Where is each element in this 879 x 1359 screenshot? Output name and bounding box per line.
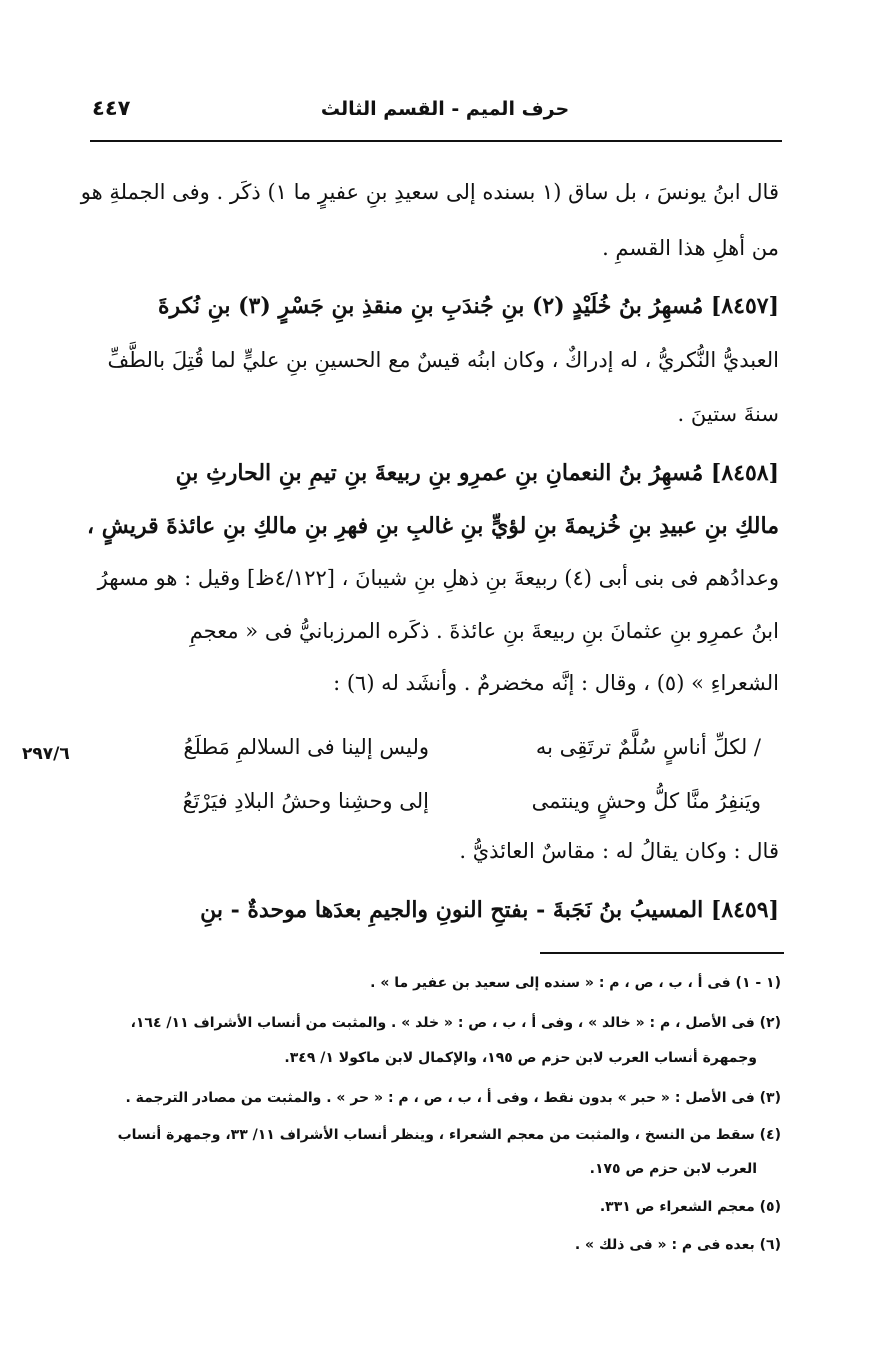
- running-header-title: حرف الميم - القسم الثالث: [320, 98, 570, 120]
- entry-heading-8457: [٨٤٥٧] مُسهِرُ بنُ خُلَيْدٍ (٢) بنِ جُندَبِ بنِ منقذِ بنِ جَسْرٍ (٣) بنِ نُكرةَ: [158, 293, 779, 319]
- body-line: ابنُ عمرِو بنِ عثمانَ بنِ ربيعةَ بنِ عائذةَ . ذكَره المرزبانيُّ فى « معجمِ: [189, 619, 779, 643]
- header-rule: [90, 140, 782, 142]
- footnote: (١ - ١) فى أ ، ب ، ص ، م : « سنده إلى سعيد بن عفير ما » .: [370, 975, 781, 991]
- verse-2-second-hemistich: إلى وحشِنا وحشُ البلادِ فيَرْتَعُ: [182, 789, 429, 813]
- footnote-continuation: وجمهرة أنساب العرب لابن حزم ص ١٩٥، والإكمال لابن ماكولا ١/ ٣٤٩.: [284, 1050, 757, 1066]
- body-line: الشعراءِ » (٥) ، وقال : إنَّه مخضرمٌ . وأنشَد له (٦) :: [333, 671, 779, 695]
- footnote: (٢) فى الأصل ، م : « خالد » ، وفى أ ، ب ، ص : « خلد » . والمثبت من أنساب الأشراف ١١/ ١٦٤،: [130, 1015, 781, 1031]
- footnote-continuation: العرب لابن حزم ص ١٧٥.: [589, 1161, 757, 1177]
- footnote: (٥) معجم الشعراء ص ٣٣١.: [599, 1199, 781, 1215]
- body-line: وعدادُهم فى بنى أبى (٤) ربيعةَ بنِ ذهلِ بنِ شيبانَ ، [٤/١٢٢ظ] وقيل : هو مسهرُ: [97, 566, 779, 590]
- footnote-separator: [540, 952, 784, 954]
- body-line-bold: مالكِ بنِ عبيدِ بنِ خُزيمةَ بنِ لؤيٍّ بنِ غالبِ بنِ فهرِ بنِ مالكِ بنِ عائذةَ قريشٍ ،: [87, 513, 779, 539]
- footnote: (٦) بعده فى م : « فى ذلك » .: [574, 1237, 781, 1253]
- verse-1-second-hemistich: وليس إلينا فى السلالمِ مَطلَعُ: [183, 735, 429, 759]
- body-line: قال ابنُ يونسَ ، بل ساق (١ بسنده إلى سعيدِ بنِ عفيرٍ ما ١) ذكَر . وفى الجملةِ هو: [80, 180, 779, 204]
- entry-heading-8459: [٨٤٥٩] المسيبُ بنُ نَجَبةَ - بفتحِ النونِ والجيمِ بعدَها موحدةٌ - بنِ: [200, 897, 779, 923]
- entry-heading-8458: [٨٤٥٨] مُسهِرُ بنُ النعمانِ بنِ عمرِو بنِ ربيعةَ بنِ تيمِ بنِ الحارثِ بنِ: [175, 460, 779, 486]
- page-number: ٤٤٧: [92, 96, 131, 120]
- body-line: من أهلِ هذا القسمِ .: [602, 236, 779, 260]
- verse-2-first-hemistich: ويَنفِرُ منَّا كلُّ وحشٍ وينتمى: [531, 789, 761, 813]
- verse-1-first-hemistich: / لكلِّ أناسٍ سُلَّمٌ ترتَقِى به: [535, 735, 761, 759]
- footnote: (٣) فى الأصل : « حبر » بدون نقط ، وفى أ ، ب ، ص ، م : « حر » . والمثبت من مصادر الترجمة .: [125, 1090, 781, 1106]
- body-line: قال : وكان يقالُ له : مقاسٌ العائذيُّ .: [459, 839, 779, 863]
- margin-reference: ٢٩٧/٦: [22, 744, 70, 764]
- footnote: (٤) سقط من النسخ ، والمثبت من معجم الشعراء ، وينظر أنساب الأشراف ١١/ ٣٣، وجمهرة أنساب: [117, 1127, 781, 1143]
- body-line: العبديُّ النُّكريُّ ، له إدراكٌ ، وكان ابنُه قيسٌ مع الحسينِ بنِ عليٍّ لما قُتِلَ بالطَّفِّ: [107, 348, 779, 372]
- body-line: سنةَ ستينَ .: [677, 402, 779, 426]
